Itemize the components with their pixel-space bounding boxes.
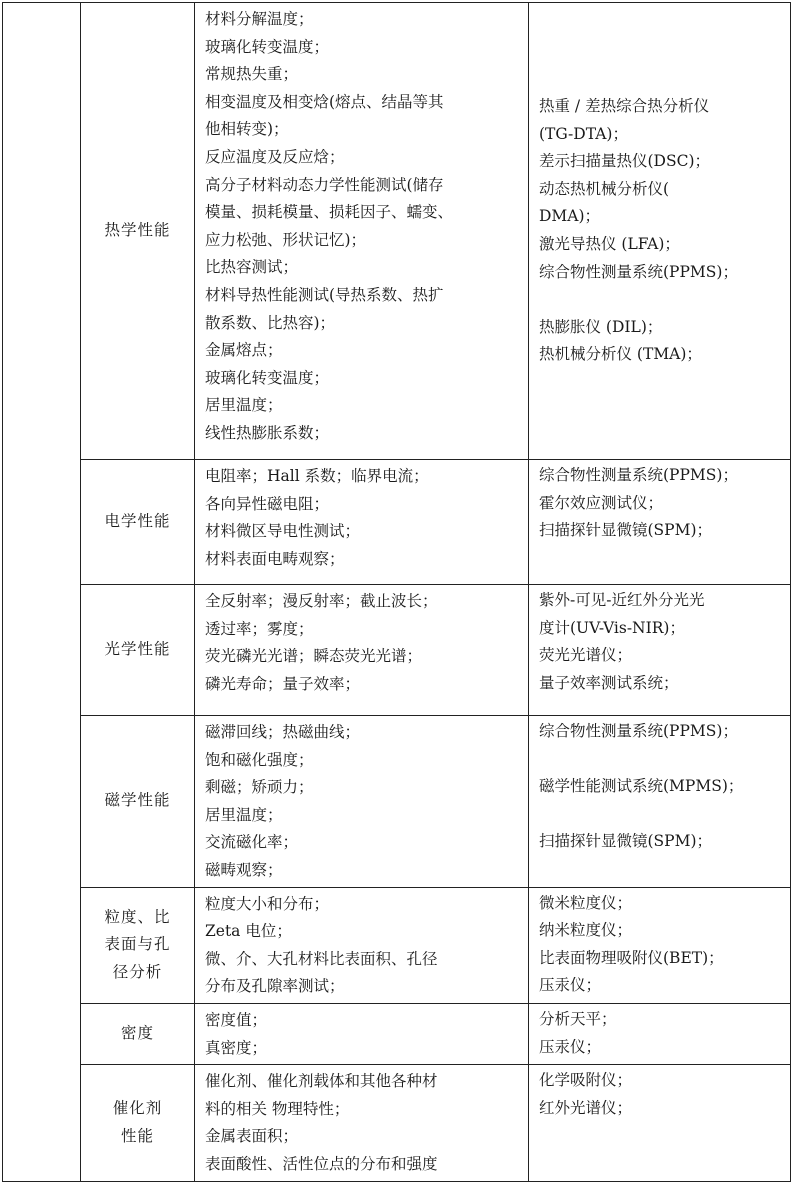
test-item-line: 密度值； — [205, 1010, 268, 1029]
test-item-line: 金属表面积； — [205, 1127, 299, 1146]
test-items-cell — [195, 1065, 529, 1181]
instrument-line: 扫描探针显微镜(SPM)； — [539, 832, 713, 851]
instrument-line: 纳米粒度仪； — [539, 921, 633, 940]
test-item-line: 粒度大小和分布； — [205, 894, 330, 913]
table-row — [3, 1065, 791, 1181]
instrument-line: 热膨胀仪 (DIL)； — [539, 317, 663, 336]
category-label: 磁学性能 — [104, 791, 171, 810]
instrument-line: 红外光谱仪； — [539, 1098, 633, 1117]
test-item-line: 散系数、比热容)； — [205, 313, 336, 332]
test-item-line: 他相转变)； — [205, 120, 289, 139]
instruments-cell — [529, 1065, 791, 1181]
test-item-line: 玻璃化转变温度； — [205, 37, 330, 56]
category-label: 粒度、比 — [104, 907, 171, 926]
instrument-line: 综合物性测量系统(PPMS)； — [539, 262, 738, 281]
test-item-line: 真密度； — [205, 1038, 268, 1057]
test-item-line: 剩磁；矫顽力； — [205, 778, 314, 797]
instrument-line: 综合物性测量系统(PPMS)； — [539, 722, 738, 740]
test-item-line: 居里温度； — [205, 805, 283, 824]
instrument-line: 霍尔效应测试仪； — [539, 493, 664, 512]
test-item-line: 荧光磷光光谱；瞬态荧光光谱； — [205, 647, 423, 666]
test-item-line: 玻璃化转变温度； — [205, 368, 330, 387]
test-item-line: 表面酸性、活性位点的分布和强度 — [205, 1154, 438, 1173]
instrument-line: 热重 / 差热综合热分析仪 — [539, 97, 710, 116]
instrument-spacer — [539, 286, 786, 314]
test-item-line: 反应温度及反应焓； — [205, 147, 345, 166]
test-items-cell — [195, 887, 529, 1003]
category-label: 性能 — [120, 1126, 154, 1145]
category-label: 密度 — [120, 1024, 154, 1043]
instruments-cell — [529, 585, 791, 716]
instrument-spacer — [539, 746, 786, 774]
instrument-line: 扫描探针显微镜(SPM)； — [539, 521, 713, 540]
test-item-line: 应力松弛、形状记忆)； — [205, 230, 367, 249]
test-item-line: 材料表面电畴观察； — [205, 549, 345, 568]
instrument-line: 激光导热仪 (LFA)； — [539, 235, 680, 253]
instrument-line: 压汞仪； — [539, 1037, 602, 1056]
instruments-cell — [529, 3, 791, 460]
test-item-line: 分布及孔隙率测试； — [205, 977, 345, 996]
test-item-line: 相变温度及相变焓(熔点、结晶等其 — [205, 92, 444, 111]
test-item-line: 金属熔点； — [205, 341, 283, 360]
category-cell — [81, 887, 195, 1003]
instrument-line: 动态热机械分析仪( — [539, 179, 670, 198]
table-row — [3, 716, 791, 888]
table-body — [3, 3, 791, 1182]
test-item-line: 材料导热性能测试(导热系数、热扩 — [205, 285, 444, 304]
table-row — [3, 887, 791, 1003]
instrument-line: 微米粒度仪； — [539, 893, 633, 912]
test-item-line: 材料微区导电性测试； — [205, 522, 361, 541]
test-items-cell — [195, 585, 529, 716]
test-item-line: 各向异性磁电阻； — [205, 494, 330, 513]
instrument-table — [2, 2, 791, 1182]
test-items-cell — [195, 1003, 529, 1064]
test-item-line: 磷光寿命；量子效率； — [205, 674, 361, 693]
instruments-cell — [529, 716, 791, 888]
instrument-line: 综合物性测量系统(PPMS)； — [539, 466, 738, 484]
category-label: 催化剂 — [112, 1099, 163, 1118]
instrument-line: DMA)； — [539, 207, 601, 226]
instrument-line: 比表面物理吸附仪(BET)； — [539, 948, 724, 967]
category-label: 径分析 — [112, 963, 163, 982]
instruments-cell — [529, 460, 791, 585]
test-item-line: 比热容测试； — [205, 258, 299, 277]
test-items-cell — [195, 460, 529, 585]
table-row — [3, 460, 791, 585]
test-item-line: 全反射率；漫反射率；截止波长； — [205, 592, 438, 610]
test-item-line: 模量、损耗模量、损耗因子、蠕变、 — [205, 203, 454, 222]
test-item-line: 催化剂、催化剂载体和其他各种材 — [205, 1072, 438, 1091]
test-item-line: 材料分解温度； — [205, 10, 314, 28]
instrument-spacer — [539, 801, 786, 829]
test-item-line: 饱和磁化强度； — [205, 750, 314, 769]
category-cell — [81, 1065, 195, 1181]
table-row — [3, 585, 791, 716]
category-label: 热学性能 — [104, 221, 171, 240]
table-row — [3, 3, 791, 460]
category-label: 光学性能 — [104, 640, 171, 659]
instrument-line: 荧光光谱仪； — [539, 646, 633, 665]
category-cell — [81, 585, 195, 716]
test-items-cell — [195, 3, 529, 460]
test-item-line: Zeta 电位； — [205, 922, 292, 941]
category-cell — [81, 3, 195, 460]
instrument-line: 化学吸附仪； — [539, 1071, 633, 1090]
test-item-line: 料的相关 物理特性； — [205, 1099, 350, 1118]
blank-side-cell — [3, 3, 81, 1182]
test-item-line: 磁滞回线；热磁曲线； — [205, 723, 361, 741]
instrument-line: 热机械分析仪 (TMA)； — [539, 345, 702, 364]
test-item-line: 交流磁化率； — [205, 833, 299, 852]
test-item-line: 透过率；雾度； — [205, 619, 314, 638]
category-cell — [81, 716, 195, 888]
instrument-line: 分析天平； — [539, 1009, 617, 1028]
instruments-cell — [529, 1003, 791, 1064]
test-item-line: 微、介、大孔材料比表面积、孔径 — [205, 949, 438, 968]
instruments-cell — [529, 887, 791, 1003]
category-cell — [81, 1003, 195, 1064]
category-cell — [81, 460, 195, 585]
instrument-line: 压汞仪； — [539, 976, 602, 995]
test-item-line: 居里温度； — [205, 396, 283, 415]
instrument-line: 紫外-可见-近红外分光光 — [539, 591, 705, 609]
instrument-line: 磁学性能测试系统(MPMS)； — [539, 777, 744, 796]
category-label: 电学性能 — [104, 512, 171, 531]
test-item-line: 线性热膨胀系数； — [205, 423, 330, 442]
instrument-line: 度计(UV-Vis-NIR)； — [539, 618, 685, 637]
instrument-line: (TG-DTA)； — [539, 124, 628, 143]
test-item-line: 电阻率；Hall 系数；临界电流； — [205, 467, 429, 485]
instrument-line: 量子效率测试系统； — [539, 673, 679, 692]
test-item-line: 磁畴观察； — [205, 860, 283, 879]
test-item-line: 常规热失重； — [205, 65, 299, 84]
category-label: 表面与孔 — [104, 935, 171, 954]
test-items-cell — [195, 716, 529, 888]
test-item-line: 高分子材料动态力学性能测试(储存 — [205, 175, 444, 194]
table-row — [3, 1003, 791, 1064]
instrument-line: 差示扫描量热仪(DSC)； — [539, 152, 711, 171]
